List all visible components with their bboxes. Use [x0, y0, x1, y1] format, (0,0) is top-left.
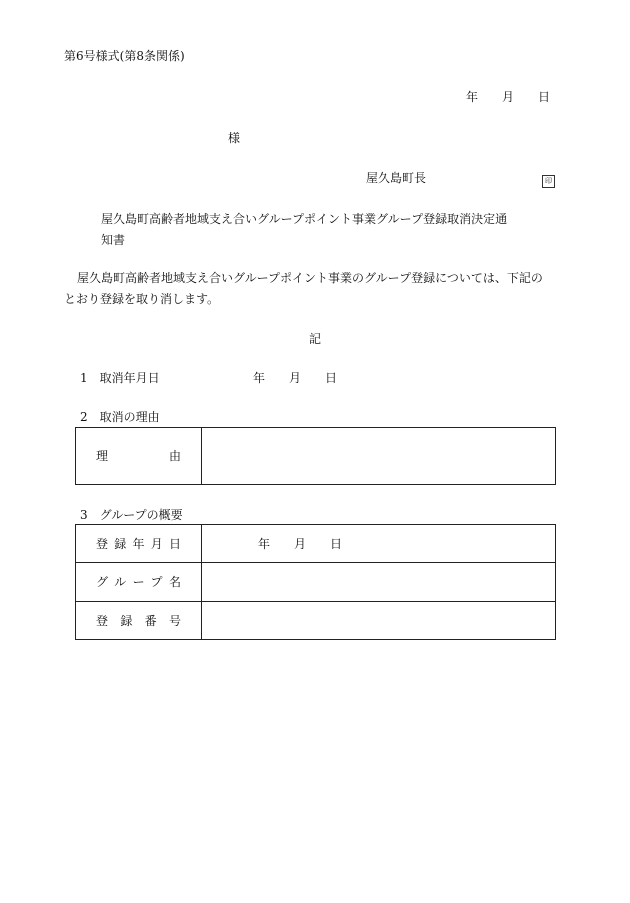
body-text-line1: 屋久島町高齢者地域支え合いグループポイント事業のグループ登録については、下記の — [77, 271, 543, 285]
registration-number-value[interactable] — [202, 602, 556, 640]
issuer-name: 屋久島町長 — [366, 171, 427, 185]
date-line: 年 月 日 — [466, 90, 551, 104]
section1-date: 年 月 日 — [253, 371, 338, 385]
section3-label: 3 グループの概要 — [80, 508, 183, 522]
registration-number-label: 登録番号 — [76, 602, 202, 640]
document-title-line1: 屋久島町高齢者地域支え合いグループポイント事業グループ登録取消決定通 — [101, 212, 508, 226]
table-row — [76, 602, 556, 640]
table-row — [76, 563, 556, 602]
registration-date-label: 登録年月日 — [76, 525, 202, 563]
group-overview-table — [75, 524, 556, 640]
form-number: 第6号様式(第8条関係) — [64, 49, 185, 63]
group-name-label: グループ名 — [76, 563, 202, 602]
table-row — [76, 428, 556, 485]
reason-table — [75, 427, 556, 485]
reason-label: 理由 — [76, 428, 202, 485]
section1-label: 1 取消年月日 — [80, 371, 160, 385]
registration-date-value[interactable]: 年 月 日 — [202, 525, 556, 563]
ki-heading: 記 — [309, 332, 322, 346]
reason-value[interactable] — [202, 428, 556, 485]
addressee-suffix: 様 — [228, 131, 241, 145]
body-text-line2: とおり登録を取り消します。 — [64, 292, 220, 306]
group-name-value[interactable] — [202, 563, 556, 602]
table-row — [76, 525, 556, 563]
section2-label: 2 取消の理由 — [80, 410, 160, 424]
seal-icon: 印 — [542, 171, 555, 188]
document-title-line2: 知書 — [101, 233, 126, 247]
